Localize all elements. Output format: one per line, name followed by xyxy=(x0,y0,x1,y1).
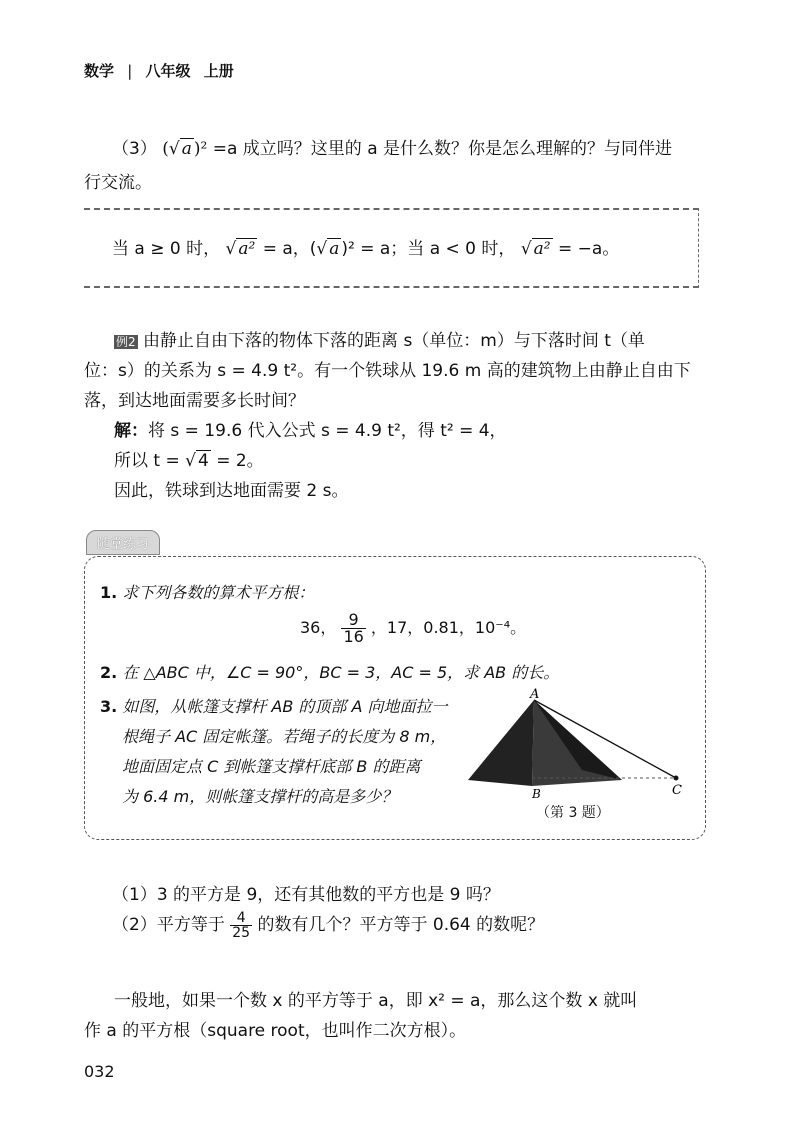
item-2-text: 在 △ABC 中，∠C = 90°，BC = 3，AC = 5，求 AB 的长。 xyxy=(122,663,560,682)
solution-text-1: 将 s = 19.6 代入公式 s = 4.9 t²，得 t² = 4， xyxy=(148,421,507,441)
solution-text-2-post: = 2。 xyxy=(216,451,264,471)
page-number: 032 xyxy=(84,1062,115,1081)
question-3-statement: =a 成立吗？这里的 a 是什么数？你是怎么理解的？与同伴进 xyxy=(212,139,673,159)
figure-caption: （第 3 题） xyxy=(536,805,610,821)
header-volume: 上册 xyxy=(203,62,234,80)
tent-figure xyxy=(462,688,694,806)
question-2-frac-den: 25 xyxy=(232,924,251,941)
solution-text-2-pre: 所以 t = xyxy=(114,451,180,471)
property-part1: 当 a ≥ 0 时， xyxy=(112,239,221,259)
header-separator: | xyxy=(127,62,133,80)
item-1-frac-num: 9 xyxy=(341,612,365,629)
property-text: 当 a ≥ 0 时， √ a² = a，(√ a )² = a；当 a < 0 时， √ a² = −a。 xyxy=(112,239,620,259)
item-3-line-1: 如图，从帐篷支撑杆 AB 的顶部 A 向地面拉一 xyxy=(122,697,448,716)
item-1-values-pre: 36， xyxy=(300,618,337,637)
question-3: （3） (√ a )² =a 成立吗？这里的 a 是什么数？你是怎么理解的？与同伴进 xyxy=(112,139,673,159)
header-grade: 八年级 xyxy=(145,62,191,80)
item-1-number: 1. xyxy=(100,583,118,602)
practice-tag: 随堂练习 xyxy=(86,530,160,555)
page-header xyxy=(84,60,234,81)
definition-line-1: 一般地，如果一个数 x 的平方等于 a，即 x² = a，那么这个数 x 就叫 xyxy=(114,991,638,1011)
property-part4: = −a。 xyxy=(558,239,620,259)
solution-radicand: 4 xyxy=(197,451,209,471)
solution-line-3: 因此，铁球到达地面需要 2 s。 xyxy=(114,481,349,501)
example-line-1 xyxy=(114,326,645,351)
question-2-frac-num: 4 xyxy=(230,911,252,926)
label-a: A xyxy=(530,688,540,702)
example-label: 例2 xyxy=(116,335,136,349)
example-text-1: 由静止自由下落的物体下落的距离 s（单位：m）与下落时间 t（单 xyxy=(143,331,645,351)
question-2-pre: （2）平方等于 xyxy=(112,915,225,935)
item-3-line-4: 为 6.4 m，则帐篷支撑杆的高是多少？ xyxy=(122,787,398,806)
item-3-number: 3. xyxy=(100,697,118,716)
item-1-text: 求下列各数的算术平方根： xyxy=(122,583,315,602)
property-part2: = a，( xyxy=(262,239,317,259)
solution-label: 解： xyxy=(114,421,148,441)
solution-line-2: 所以 t = √ 4 = 2。 xyxy=(114,451,264,471)
example-line-2: 位：s）的关系为 s = 4.9 t²。有一个铁球从 19.6 m 高的建筑物上由静止自由下 xyxy=(84,361,691,381)
label-c: C xyxy=(672,783,682,798)
item-1-frac-den: 16 xyxy=(343,627,364,646)
practice-item-1 xyxy=(100,580,314,603)
header-subject: 数学 xyxy=(84,62,115,80)
definition-line-2: 作 a 的平方根（square root，也叫作二次方根）。 xyxy=(84,1021,467,1041)
tent-left-panel xyxy=(468,700,534,786)
question-3-continuation: 行交流。 xyxy=(84,173,152,193)
question-2 xyxy=(112,910,544,940)
item-2-number: 2. xyxy=(100,663,118,682)
practice-item-1-values xyxy=(300,612,526,645)
solution-line-1 xyxy=(114,416,507,441)
question-1: （1）3 的平方是 9，还有其他数的平方也是 9 吗？ xyxy=(112,885,500,905)
item-3-line-3: 地面固定点 C 到帐篷支撑杆底部 B 的距离 xyxy=(122,757,421,776)
practice-item-2 xyxy=(100,660,559,683)
item-1-values-post: ，17，0.81，10⁻⁴。 xyxy=(370,618,527,637)
point-c xyxy=(674,776,679,781)
question-3-prefix: （3） xyxy=(112,139,157,159)
practice-item-3 xyxy=(100,692,448,812)
example-line-3: 落，到达地面需要多长时间？ xyxy=(84,391,305,411)
question-2-post: 的数有几个？平方等于 0.64 的数呢？ xyxy=(257,915,545,935)
label-b: B xyxy=(532,787,541,801)
item-3-line-2: 根绳子 AC 固定帐篷。若绳子的长度为 8 m， xyxy=(122,727,447,746)
property-part3: )² = a；当 a < 0 时， xyxy=(341,239,516,259)
